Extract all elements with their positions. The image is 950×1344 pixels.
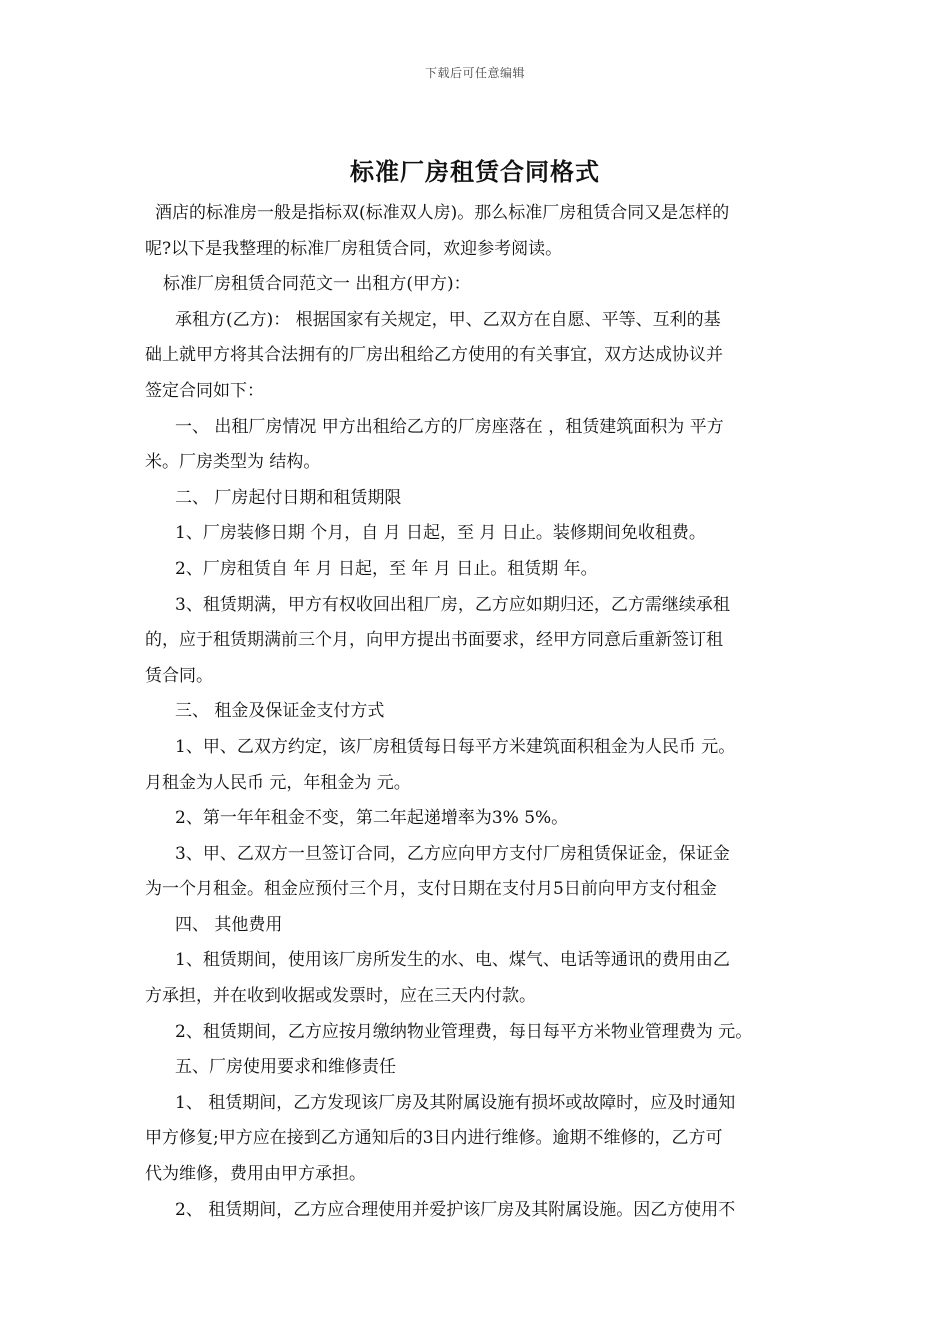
- text-line: 签定合同如下：: [145, 380, 264, 401]
- text-line: 3、租赁期满，甲方有权收回出租厂房，乙方应如期归还，乙方需继续承租: [175, 594, 730, 615]
- text-line: 四、 其他费用: [175, 914, 283, 935]
- text-line: 方承担，并在收到收据或发票时，应在三天内付款。: [145, 986, 536, 1007]
- text-line: 1、租赁期间，使用该厂房所发生的水、电、煤气、电话等通讯的费用由乙: [175, 950, 730, 971]
- text-line: 2、 租赁期间，乙方应合理使用并爱护该厂房及其附属设施。因乙方使用不: [175, 1199, 736, 1220]
- text-line: 1、厂房装修日期 个月，自 月 日起，至 月 日止。装修期间免收租费。: [175, 523, 706, 544]
- text-line: 为一个月租金。租金应预付三个月，支付日期在支付月5日前向甲方支付租金: [145, 879, 717, 900]
- text-line: 代为维修，费用由甲方承担。: [145, 1164, 366, 1185]
- text-line: 月租金为人民币 元，年租金为 元。: [145, 772, 411, 793]
- text-line: 2、租赁期间，乙方应按月缴纳物业管理费，每日每平方米物业管理费为 元。: [175, 1021, 753, 1042]
- text-line: 一、 出租厂房情况 甲方出租给乙方的厂房座落在 ，租赁建筑面积为 平方: [175, 416, 724, 437]
- document-title: 标准厂房租赁合同格式: [350, 157, 600, 186]
- text-line: 甲方修复;甲方应在接到乙方通知后的3日内进行维修。逾期不维修的，乙方可: [145, 1128, 723, 1149]
- text-line: 1、甲、乙双方约定，该厂房租赁每日每平方米建筑面积租金为人民币 元。: [175, 736, 736, 757]
- text-line: 二、 厂房起付日期和租赁期限: [175, 487, 402, 508]
- text-line: 酒店的标准房一般是指标双(标准双人房)。那么标准厂房租赁合同又是怎样的: [155, 203, 730, 223]
- text-line: 标准厂房租赁合同范文一 出租方(甲方)：: [163, 274, 471, 295]
- text-line: 的，应于租赁期满前三个月，向甲方提出书面要求，经甲方同意后重新签订租: [145, 630, 723, 651]
- text-line: 承租方(乙方)： 根据国家有关规定，甲、乙双方在自愿、平等、互利的基: [175, 309, 721, 330]
- text-line: 1、 租赁期间，乙方发现该厂房及其附属设施有损坏或故障时，应及时通知: [175, 1092, 736, 1113]
- text-line: 2、厂房租赁自 年 月 日起，至 年 月 日止。租赁期 年。: [175, 558, 598, 579]
- header-note: 下载后可任意编辑: [424, 66, 525, 80]
- text-line: 赁合同。: [145, 665, 213, 686]
- text-line: 2、第一年年租金不变，第二年起递增率为3% 5%。: [175, 808, 569, 829]
- text-line: 3、甲、乙双方一旦签订合同，乙方应向甲方支付厂房租赁保证金，保证金: [175, 843, 730, 864]
- text-line: 三、 租金及保证金支付方式: [175, 701, 385, 722]
- text-line: 础上就甲方将其合法拥有的厂房出租给乙方使用的有关事宜，双方达成协议并: [145, 345, 723, 366]
- document-body: [145, 196, 813, 1228]
- text-line: 米。厂房类型为 结构。: [145, 452, 321, 473]
- text-line: 五、厂房使用要求和维修责任: [175, 1057, 396, 1078]
- text-line: 呢?以下是我整理的标准厂房租赁合同，欢迎参考阅读。: [145, 238, 563, 259]
